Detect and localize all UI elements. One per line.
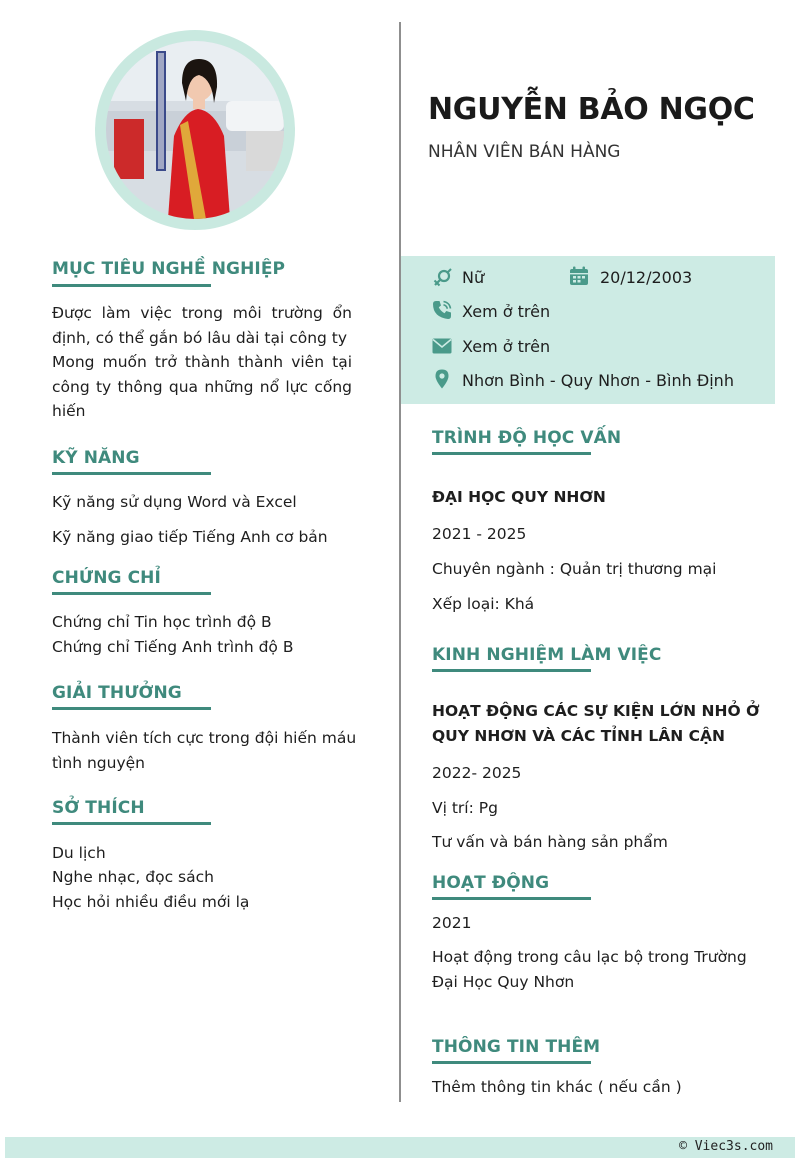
- address-value: Nhơn Bình - Quy Nhơn - Bình Định: [462, 371, 734, 390]
- additional-info-text: Thêm thông tin khác ( nếu cần ): [432, 1078, 682, 1096]
- experience-description: Tư vấn và bán hàng sản phẩm: [432, 833, 668, 851]
- activity-description: Hoạt động trong câu lạc bộ trong Trường Đại Học Quy Nhơn: [432, 948, 747, 991]
- column-divider: [399, 22, 401, 1102]
- experience-heading-2: QUY NHƠN VÀ CÁC TỈNH LÂN CẬN: [432, 727, 725, 745]
- experience-underline: [432, 669, 591, 672]
- additional-info-title: THÔNG TIN THÊM: [432, 1037, 601, 1057]
- additional-info-underline: [432, 1061, 591, 1064]
- education-title: TRÌNH ĐỘ HỌC VẤN: [432, 428, 622, 448]
- school-name: ĐẠI HỌC QUY NHƠN: [432, 488, 606, 506]
- hobbies-underline: [52, 822, 211, 825]
- hobby-item: Học hỏi nhiều điều mới lạ: [52, 893, 250, 911]
- job-title: NHÂN VIÊN BÁN HÀNG: [428, 142, 621, 162]
- awards-underline: [52, 707, 211, 710]
- skills-underline: [52, 472, 211, 475]
- activity-year: 2021: [432, 914, 472, 932]
- birthday-value: 20/12/2003: [600, 268, 693, 287]
- experience-period: 2022- 2025: [432, 764, 522, 782]
- location-icon: [432, 369, 452, 389]
- hobby-item: Nghe nhạc, đọc sách: [52, 868, 214, 886]
- objective-underline: [52, 284, 211, 287]
- avatar: [106, 41, 284, 219]
- education-period: 2021 - 2025: [432, 525, 527, 543]
- experience-heading-1: HOẠT ĐỘNG CÁC SỰ KIỆN LỚN NHỎ Ở: [432, 702, 760, 720]
- certificate-item: Chứng chỉ Tin học trình độ B: [52, 613, 272, 631]
- objective-text-1: Được làm việc trong môi trường ổn định, có thể gắn bó lâu dài tại công ty: [52, 304, 352, 347]
- hobbies-title: SỞ THÍCH: [52, 798, 145, 818]
- award-text: Thành viên tích cực trong đội hiến máu tình nguyện: [52, 729, 357, 772]
- experience-position: Vị trí: Pg: [432, 799, 498, 817]
- certificates-title: CHỨNG CHỈ: [52, 568, 161, 588]
- email-value: Xem ở trên: [462, 337, 551, 356]
- skill-item: Kỹ năng giao tiếp Tiếng Anh cơ bản: [52, 528, 328, 546]
- activities-title: HOẠT ĐỘNG: [432, 873, 550, 893]
- objective-text-2: Mong muốn trở thành thành viên tại công ty thông qua những nổ lực cống hiến: [52, 353, 352, 420]
- footer-watermark: © Viec3s.com: [679, 1139, 773, 1154]
- phone-icon: [432, 300, 452, 320]
- hobby-item: Du lịch: [52, 844, 106, 862]
- education-rank: Xếp loại: Khá: [432, 595, 535, 613]
- experience-title: KINH NGHIỆM LÀM VIỆC: [432, 645, 662, 665]
- skill-item: Kỹ năng sử dụng Word và Excel: [52, 493, 297, 511]
- certificate-item: Chứng chỉ Tiếng Anh trình độ B: [52, 638, 294, 656]
- gender-icon: [432, 268, 452, 288]
- awards-title: GIẢI THƯỞNG: [52, 683, 182, 703]
- full-name: NGUYỄN BẢO NGỌC: [428, 92, 755, 127]
- education-major: Chuyên ngành : Quản trị thương mại: [432, 560, 717, 578]
- gender-value: Nữ: [462, 268, 485, 287]
- skills-title: KỸ NĂNG: [52, 448, 140, 468]
- phone-value: Xem ở trên: [462, 302, 551, 321]
- certificates-underline: [52, 592, 211, 595]
- mail-icon: [432, 336, 452, 356]
- footer-bar: [5, 1137, 795, 1158]
- education-underline: [432, 452, 591, 455]
- activities-underline: [432, 897, 591, 900]
- calendar-icon: [569, 266, 589, 286]
- objective-title: MỤC TIÊU NGHỀ NGHIỆP: [52, 259, 286, 279]
